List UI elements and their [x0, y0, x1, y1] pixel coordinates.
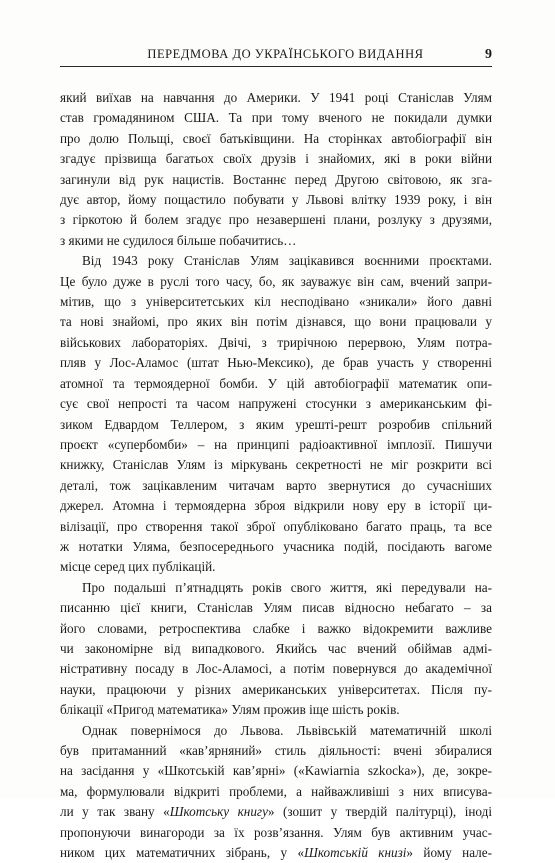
text-line: з якими не судилося більше побачитись… — [60, 232, 297, 248]
running-title: ПЕРЕДМОВА ДО УКРАЇНСЬКОГО ВИДАННЯ — [147, 47, 424, 61]
text-line: чи закономірне від випадкового. Якийсь час вчений обіймав адмі- — [60, 640, 492, 656]
text-line: ником цих математичних зібрань, у «Шкотській книзі» йому нале- — [60, 845, 492, 861]
text-line: ма, формулювали відкриті проблеми, а найважливіші з них вписува- — [60, 783, 492, 799]
text-line: блікації «Пригод математика» Улям прожив іще шість років. — [60, 702, 400, 718]
text-line: пропонуючи винагороди за їх розв’язання. Улям був активним учас- — [60, 824, 492, 840]
text-line: дує автор, йому пощастило побувати у Львові влітку 1939 року, і він — [60, 192, 492, 208]
text-line: Від 1943 року Станіслав Улям зацікавився воєнними проєктами. — [82, 253, 492, 269]
running-header — [60, 40, 492, 67]
text-line: був притаманний «кав’ярняний» стиль діяльності: вчені збиралися — [60, 743, 492, 758]
text-line: писанню цієї книги, Станіслав Улям писав відносно небагато – за — [60, 600, 492, 616]
paragraph — [60, 251, 492, 578]
body-text — [60, 88, 492, 863]
text-line: деталі, тож зацікавленим читачам варто звернутися до сучасніших — [60, 477, 492, 493]
text-line: його словами, ретроспектива слабке і важко відокремити важливе — [60, 620, 492, 636]
text-line: місце серед цих публікацій. — [60, 559, 216, 575]
paragraph — [60, 721, 492, 863]
text-line: та нові знайомі, про яких він потім дізнався, що вони працювали у — [60, 314, 492, 330]
text-line: Однак повернімося до Львова. Львівській математичній школі — [82, 722, 492, 738]
text-line: вілізації, про створення такої зброї опубліковано багато праць, та все — [60, 518, 492, 534]
text-line: Це було дуже в руслі того часу, бо, як зауважує він сам, вчений запри- — [60, 273, 492, 289]
paragraph — [60, 88, 492, 251]
text-line: ж нотатки Уляма, безпосереднього учасника подій, посідають вагоме — [60, 538, 492, 554]
text-line: мітив, що з університетських кіл несподівано «зникали» його давні — [60, 294, 492, 310]
text-line: книжку, Станіслав Улям із міркувань секретності не міг розкрити всі — [60, 457, 492, 473]
text-line: загинули від рук нацистів. Востаннє перед Другою світовою, як зга- — [60, 171, 492, 187]
text-line: проєкт «супербомби» – на принципі радіоактивної імплозії. Пишучи — [60, 436, 492, 452]
text-line: про долю Польщі, своєї батьківщини. На сторінках автобіографії він — [60, 130, 492, 146]
text-line: з гіркотою й болем згадує про незавершені плани, розлуку з друзями, — [60, 212, 492, 228]
text-line: джерел. Атомна і термоядерна зброя відкрили нову еру в історії ци- — [60, 498, 492, 514]
text-line: сує свої непрості та часом напружені стосунки з американським фі- — [60, 396, 492, 412]
text-line: зиком Едвардом Теллером, з яким урешті-решт розробив спільний — [60, 416, 492, 432]
text-line: став громадянином США. Та при тому вченого не покидали думки — [60, 110, 492, 126]
text-line: який виїхав на навчання до Америки. У 1941 році Станіслав Улям — [60, 90, 492, 105]
text-line: атомної та термоядерної бомби. У цій автобіографії математик опи- — [60, 375, 492, 391]
text-line: науки, працюючи у різних американських університетах. Після пу- — [60, 681, 492, 697]
paragraph — [60, 578, 492, 721]
text-line: ністративну посаду в Лос-Аламосі, а потім повернувся до академічної — [60, 661, 492, 677]
page-number: 9 — [485, 47, 492, 62]
text-line: військових лабораторіях. Двічі, з трирічною перервою, Улям потра- — [60, 334, 492, 350]
text-line: ли у так звану «Шкотську книгу» (зошит у твердій палітурці), іноді — [60, 804, 492, 820]
text-line: згадує прізвища багатьох своїх друзів і знайомих, які в роки війни — [60, 151, 492, 167]
text-line: пляв у Лос-Аламос (штат Нью-Мексико), де брав участь у створенні — [60, 355, 492, 371]
text-line: на засідання у «Шкотській кав’ярні» («Kawiarnia szkocka»), де, зокре- — [60, 763, 492, 779]
text-line: Про подальші п’ятнадцять років свого життя, які передували на- — [82, 579, 492, 595]
